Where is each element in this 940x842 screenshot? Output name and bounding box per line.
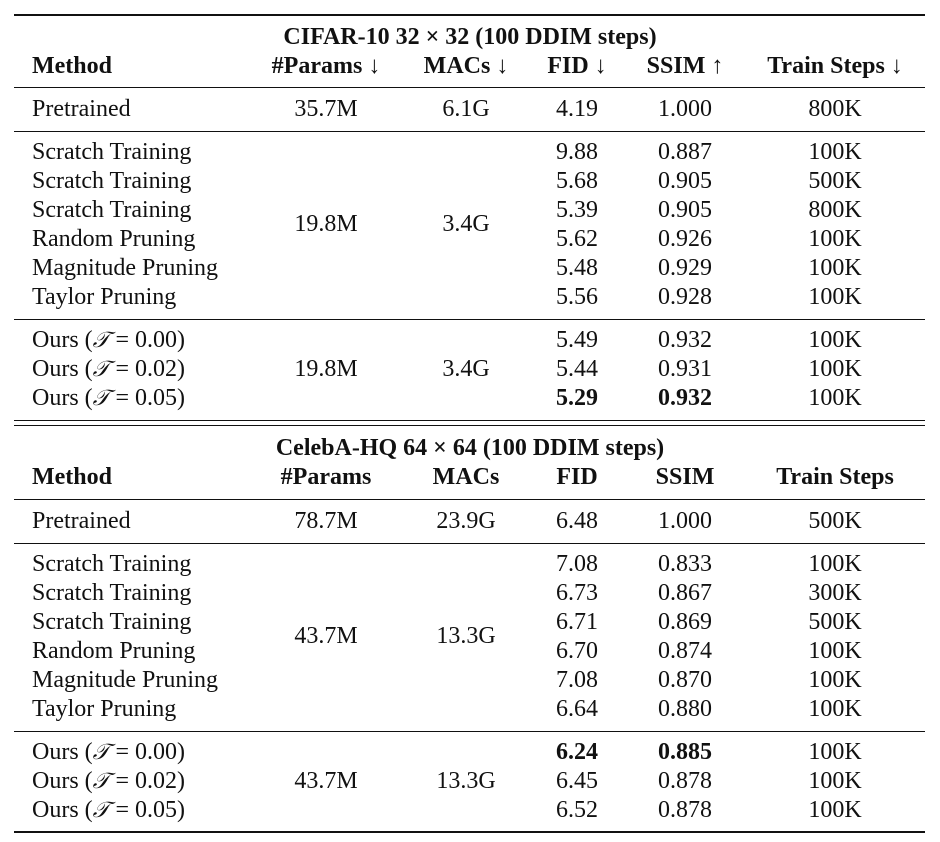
method-cell: Ours (𝒯 = 0.05) <box>32 385 186 411</box>
table-row <box>0 95 940 124</box>
fid-cell: 5.56 <box>556 284 598 310</box>
method-cell: Scratch Training <box>32 580 192 606</box>
fid-cell: 7.08 <box>556 551 598 577</box>
table-row <box>0 283 940 312</box>
fid-cell: 6.48 <box>556 508 598 534</box>
fid-cell: 9.88 <box>556 139 598 165</box>
table-row <box>0 167 940 196</box>
params-cell: 43.7M <box>294 768 358 794</box>
train-steps-cell: 100K <box>808 739 862 765</box>
params-cell: 19.8M <box>294 356 358 382</box>
table-row <box>0 254 940 283</box>
train-steps-cell: 100K <box>808 696 862 722</box>
method-cell: Scratch Training <box>32 551 192 577</box>
header-train-steps: Train Steps ↓ <box>767 53 903 79</box>
header-fid: FID <box>556 464 598 490</box>
table-row <box>0 796 940 825</box>
method-cell: Taylor Pruning <box>32 284 177 310</box>
ssim-cell: 0.932 <box>658 327 712 353</box>
train-steps-cell: 100K <box>808 551 862 577</box>
fid-cell: 7.08 <box>556 667 598 693</box>
table-row <box>0 138 940 167</box>
table-caption-celeba: CelebA-HQ 64 × 64 (100 DDIM steps) <box>275 435 665 461</box>
fid-cell: 5.49 <box>556 327 598 353</box>
method-cell: Scratch Training <box>32 168 192 194</box>
train-steps-cell: 500K <box>808 168 862 194</box>
header-macs: MACs <box>432 464 500 490</box>
params-cell: 78.7M <box>294 508 358 534</box>
ssim-cell: 0.869 <box>658 609 712 635</box>
table-row <box>0 355 940 384</box>
table-row <box>0 326 940 355</box>
train-steps-cell: 300K <box>808 580 862 606</box>
fid-cell: 6.52 <box>556 797 598 823</box>
macs-cell: 23.9G <box>436 508 496 534</box>
header-macs: MACs ↓ <box>423 53 509 79</box>
fid-cell: 6.45 <box>556 768 598 794</box>
method-cell: Scratch Training <box>32 197 192 223</box>
method-cell: Taylor Pruning <box>32 696 177 722</box>
table-row <box>0 550 940 579</box>
table-row <box>0 384 940 413</box>
fid-cell: 5.44 <box>556 356 598 382</box>
ssim-cell: 0.878 <box>658 768 712 794</box>
ssim-cell: 0.905 <box>658 197 712 223</box>
ssim-cell: 0.928 <box>658 284 712 310</box>
macs-cell: 13.3G <box>436 768 496 794</box>
params-cell: 43.7M <box>294 623 358 649</box>
table-caption-cifar: CIFAR-10 32 × 32 (100 DDIM steps) <box>283 24 657 50</box>
train-steps-cell: 800K <box>808 96 862 122</box>
fid-cell: 6.64 <box>556 696 598 722</box>
train-steps-cell: 800K <box>808 197 862 223</box>
tau-symbol: 𝒯 <box>92 357 110 382</box>
fid-cell: 5.68 <box>556 168 598 194</box>
train-steps-cell: 100K <box>808 255 862 281</box>
header-ssim: SSIM ↑ <box>646 53 724 79</box>
train-steps-cell: 500K <box>808 609 862 635</box>
header-row <box>0 52 940 81</box>
fid-cell-best: 5.29 <box>556 385 598 411</box>
fid-cell: 5.39 <box>556 197 598 223</box>
ssim-cell: 0.878 <box>658 797 712 823</box>
table-row <box>0 666 940 695</box>
train-steps-cell: 100K <box>808 139 862 165</box>
train-steps-cell: 100K <box>808 797 862 823</box>
method-cell: Ours (𝒯 = 0.00) <box>32 739 186 765</box>
header-method: Method <box>32 464 112 490</box>
table-row <box>0 695 940 724</box>
fid-cell: 5.62 <box>556 226 598 252</box>
ssim-cell: 0.931 <box>658 356 712 382</box>
header-train-steps: Train Steps <box>776 464 894 490</box>
tau-symbol: 𝒯 <box>92 328 110 353</box>
macs-cell: 3.4G <box>442 356 490 382</box>
ssim-cell-best: 0.932 <box>658 385 712 411</box>
ssim-cell: 1.000 <box>658 508 712 534</box>
ssim-cell: 0.874 <box>658 638 712 664</box>
group-rule <box>14 731 925 732</box>
train-steps-cell: 100K <box>808 356 862 382</box>
group-shared-values <box>0 622 940 651</box>
method-cell: Ours (𝒯 = 0.02) <box>32 768 186 794</box>
ssim-cell: 0.880 <box>658 696 712 722</box>
ssim-cell-best: 0.885 <box>658 739 712 765</box>
ssim-cell: 0.905 <box>658 168 712 194</box>
header-ssim: SSIM <box>655 464 715 490</box>
method-cell: Ours (𝒯 = 0.00) <box>32 327 186 353</box>
train-steps-cell: 100K <box>808 226 862 252</box>
header-method: Method <box>32 53 112 79</box>
group-rule <box>14 319 925 320</box>
header-params: #Params ↓ <box>271 53 381 79</box>
fid-cell-best: 6.24 <box>556 739 598 765</box>
fid-cell: 6.71 <box>556 609 598 635</box>
macs-cell: 3.4G <box>442 211 490 237</box>
fid-cell: 6.70 <box>556 638 598 664</box>
params-cell: 19.8M <box>294 211 358 237</box>
ssim-cell: 0.887 <box>658 139 712 165</box>
method-cell: Ours (𝒯 = 0.05) <box>32 797 186 823</box>
header-row <box>0 463 940 492</box>
fid-cell: 4.19 <box>556 96 598 122</box>
fid-cell: 6.73 <box>556 580 598 606</box>
train-steps-cell: 100K <box>808 667 862 693</box>
table-row <box>0 579 940 608</box>
top-rule <box>14 14 925 16</box>
ssim-cell: 0.870 <box>658 667 712 693</box>
group-rule <box>14 543 925 544</box>
separator-rule <box>14 420 925 421</box>
method-cell: Random Pruning <box>32 226 196 252</box>
tau-symbol: 𝒯 <box>92 798 110 823</box>
header-rule <box>14 499 925 500</box>
bottom-rule <box>14 831 925 833</box>
separator-rule <box>14 425 925 426</box>
method-cell: Scratch Training <box>32 139 192 165</box>
train-steps-cell: 500K <box>808 508 862 534</box>
header-fid: FID ↓ <box>547 53 607 79</box>
method-cell: Pretrained <box>32 508 131 534</box>
method-cell: Magnitude Pruning <box>32 255 218 281</box>
table-row <box>0 738 940 767</box>
train-steps-cell: 100K <box>808 385 862 411</box>
ssim-cell: 0.867 <box>658 580 712 606</box>
train-steps-cell: 100K <box>808 327 862 353</box>
tau-symbol: 𝒯 <box>92 386 110 411</box>
group-shared-values <box>0 210 940 239</box>
header-rule <box>14 87 925 88</box>
ssim-cell: 0.833 <box>658 551 712 577</box>
train-steps-cell: 100K <box>808 768 862 794</box>
table-row <box>0 507 940 536</box>
header-params: #Params <box>280 464 372 490</box>
train-steps-cell: 100K <box>808 284 862 310</box>
method-cell: Random Pruning <box>32 638 196 664</box>
ssim-cell: 1.000 <box>658 96 712 122</box>
method-cell: Scratch Training <box>32 609 192 635</box>
table-row <box>0 767 940 796</box>
macs-cell: 6.1G <box>442 96 490 122</box>
ssim-cell: 0.929 <box>658 255 712 281</box>
method-cell: Pretrained <box>32 96 131 122</box>
method-cell: Ours (𝒯 = 0.02) <box>32 356 186 382</box>
train-steps-cell: 100K <box>808 638 862 664</box>
tau-symbol: 𝒯 <box>92 769 110 794</box>
macs-cell: 13.3G <box>436 623 496 649</box>
group-rule <box>14 131 925 132</box>
tau-symbol: 𝒯 <box>92 740 110 765</box>
method-cell: Magnitude Pruning <box>32 667 218 693</box>
fid-cell: 5.48 <box>556 255 598 281</box>
params-cell: 35.7M <box>294 96 358 122</box>
ssim-cell: 0.926 <box>658 226 712 252</box>
